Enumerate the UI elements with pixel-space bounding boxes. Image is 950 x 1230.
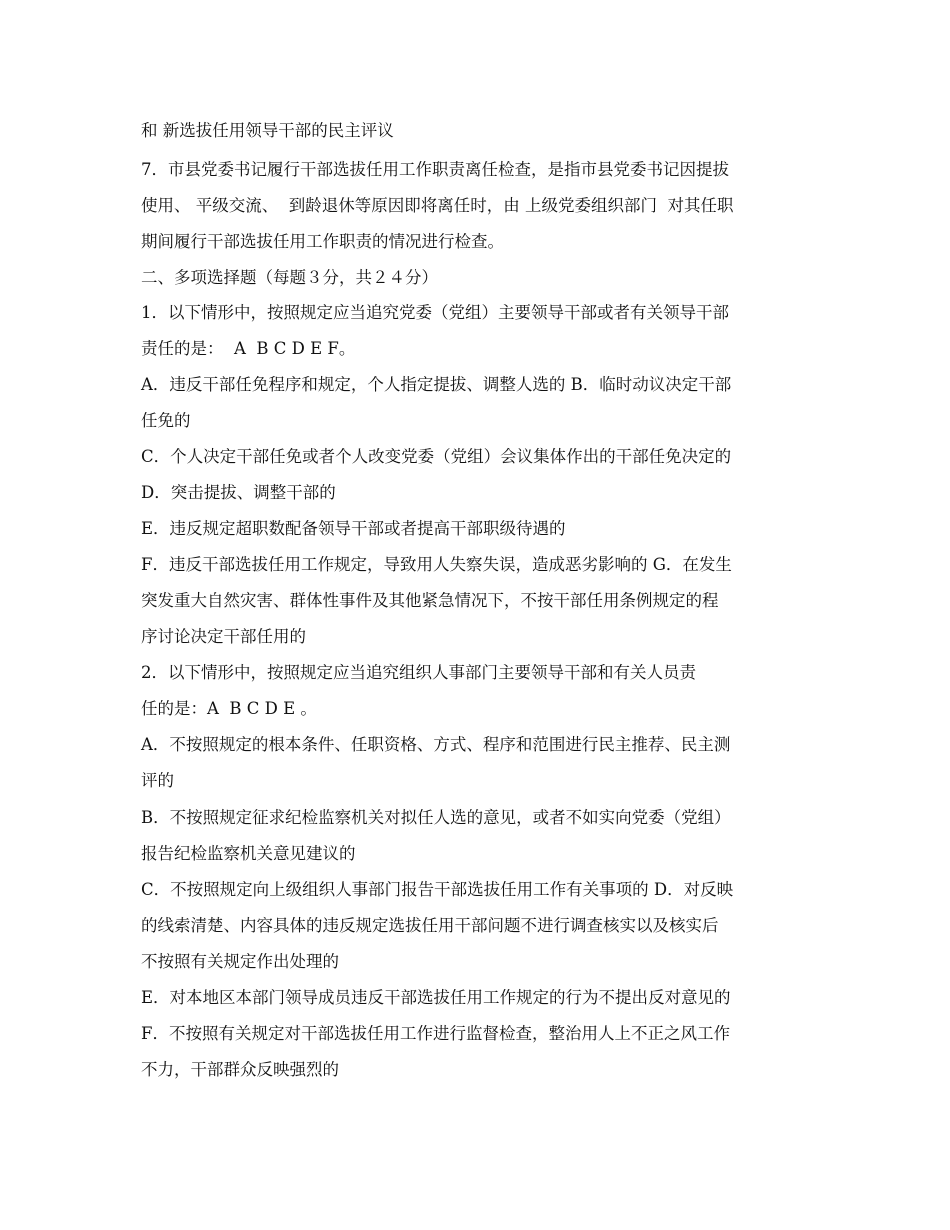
answer-line: 任的是：A B C D E 。 [141,699,317,718]
text-line: 突发重大自然灾害、群体性事件及其他紧急情况下，不按干部任用条例规定的程 [141,591,719,610]
option-line: B．不按照规定征求纪检监察机关对拟任人选的意见，或者不如实向党委（党组） [141,808,731,827]
text-line: 的线索清楚、内容具体的违反规定选拔任用干部问题不进行调查核实以及核实后 [141,916,719,935]
option-line: D．突击提拔、调整干部的 [141,483,336,502]
option-line: F．违反干部选拔任用工作规定，导致用人失察失误，造成恶劣影响的 G．在发生 [141,555,732,574]
option-line: E．违反规定超职数配备领导干部或者提高干部职级待遇的 [141,519,566,538]
question-2: 2．以下情形中，按照规定应当追究组织人事部门主要领导干部和有关人员责 [141,663,696,682]
text-line: 期间履行干部选拔任用工作职责的情况进行检查。 [141,232,504,251]
option-line: A．不按照规定的根本条件、任职资格、方式、程序和范围进行民主推荐、民主测 [141,735,731,754]
text-line: 和 新选拔任用领导干部的民主评议 [141,121,394,140]
answer-line: 责任的是： A B C D E F。 [141,339,356,358]
text-line: 不力，干部群众反映强烈的 [141,1060,339,1079]
text-line: 评的 [141,771,174,790]
option-line: A．违反干部任免程序和规定，个人指定提拔、调整人选的 B．临时动议决定干部 [141,375,732,394]
text-line: 7．市县党委书记履行干部选拔任用工作职责离任检查，是指市县党委书记因提拔 [141,160,729,179]
question-1: 1．以下情形中，按照规定应当追究党委（党组）主要领导干部或者有关领导干部 [141,303,729,322]
option-line: C．不按照规定向上级组织人事部门报告干部选拔任用工作有关事项的 D．对反映 [141,880,734,899]
text-line: 使用、 平级交流、 到龄退休等原因即将离任时，由 上级党委组织部门 对其任职 [141,196,734,215]
option-line: E．对本地区本部门领导成员违反干部选拔任用工作规定的行为不提出反对意见的 [141,988,731,1007]
option-line: F．不按照有关规定对干部选拔任用工作进行监督检查，整治用人上不正之风工作 [141,1024,730,1043]
section-heading: 二、多项选择题（每题３分，共２４分） [141,268,438,287]
text-line: 序讨论决定干部任用的 [141,627,306,646]
text-line: 不按照有关规定作出处理的 [141,952,339,971]
text-line: 任免的 [141,411,191,430]
text-line: 报告纪检监察机关意见建议的 [141,844,356,863]
option-line: C．个人决定干部任免或者个人改变党委（党组）会议集体作出的干部任免决定的 [141,447,732,466]
